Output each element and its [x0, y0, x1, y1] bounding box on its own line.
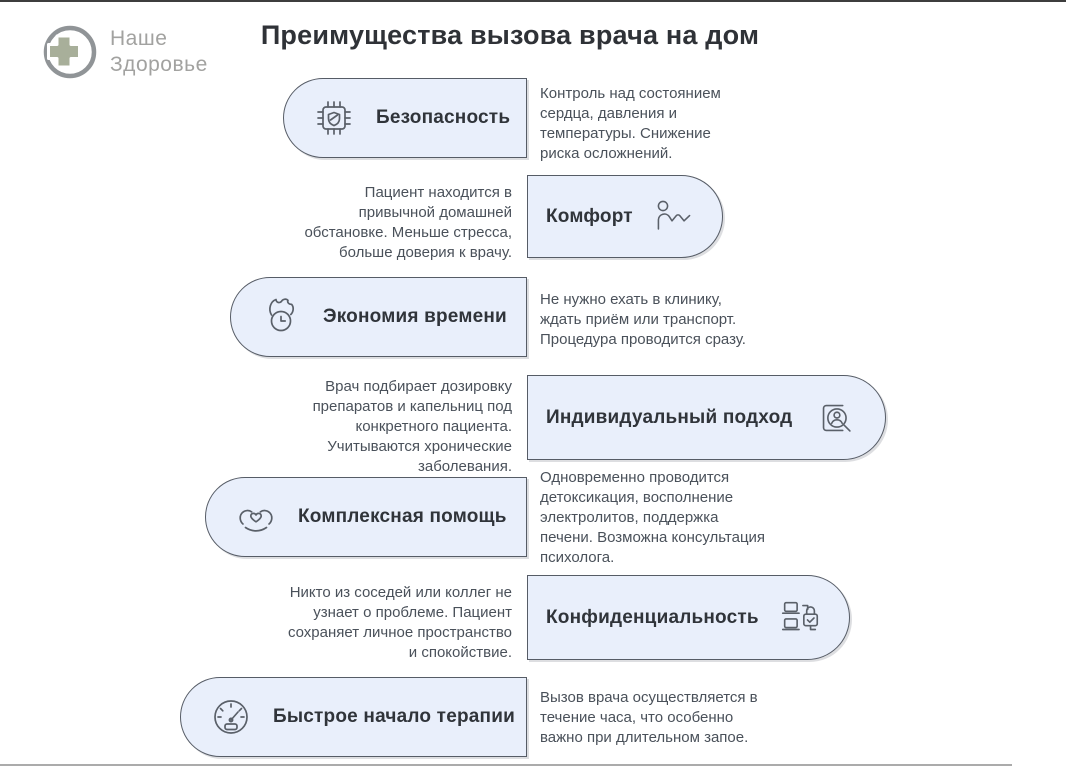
benefit-description: Вызов врача осуществляется в течение часа, что особенно важно при длительном запое.: [540, 689, 758, 746]
benefit-card-quick-start: [180, 677, 527, 757]
benefit-description: Врач подбирает дозировку препаратов и капельниц под конкретного пациента. Учитываются хронические заболевания.: [312, 378, 512, 475]
benefit-title: Конфиденциальность: [546, 606, 759, 628]
page-title: Преимущества вызова врача на дом: [260, 20, 760, 50]
relaxing-person-icon: [652, 193, 696, 241]
benefit-card-safety: [283, 78, 527, 158]
hands-heart-icon: [232, 493, 280, 541]
benefit-card-confidentiality: [527, 575, 850, 660]
benefit-description: Одновременно проводится детоксикация, восполнение электролитов, поддержка печени. Возможна консультация психолога.: [540, 469, 766, 566]
benefit-card-comfort: [527, 175, 723, 258]
benefit-title: Быстрое начало терапии: [273, 706, 515, 727]
speedometer-icon: [207, 693, 255, 741]
patient-search-icon: [813, 394, 859, 442]
benefit-description: Пациент находится в привычной домашней обстановке. Меньше стресса, больше доверия к врачу.: [304, 184, 512, 261]
benefit-title: Комплексная помощь: [298, 506, 507, 527]
benefit-title: Безопасность: [376, 107, 511, 128]
chip-shield-icon: [310, 94, 358, 142]
bottom-divider: [0, 764, 1012, 766]
burning-clock-icon: [257, 293, 305, 341]
devices-lock-icon: [777, 594, 823, 642]
benefit-title: Экономия времени: [323, 306, 507, 327]
benefit-card-individual-approach: [527, 375, 886, 460]
logo-line1: Наше: [110, 27, 168, 51]
logo-line2: Здоровье: [110, 53, 208, 76]
benefit-description: Не нужно ехать в клинику, ждать приём или транспорт. Процедура проводится сразу.: [540, 291, 746, 348]
benefit-card-time-saving: [230, 277, 527, 357]
benefit-description: Никто из соседей или коллег не узнает о проблеме. Пациент сохраняет личное пространство и спокойствие.: [287, 584, 512, 661]
benefit-title: Комфорт: [546, 205, 633, 227]
benefit-card-comprehensive-help: [205, 477, 527, 557]
top-divider: [0, 0, 1066, 2]
benefit-description: Контроль над состоянием сердца, давления и температуры. Снижение риска осложнений.: [540, 85, 721, 162]
benefit-title: Индивидуальный подход: [546, 406, 793, 428]
